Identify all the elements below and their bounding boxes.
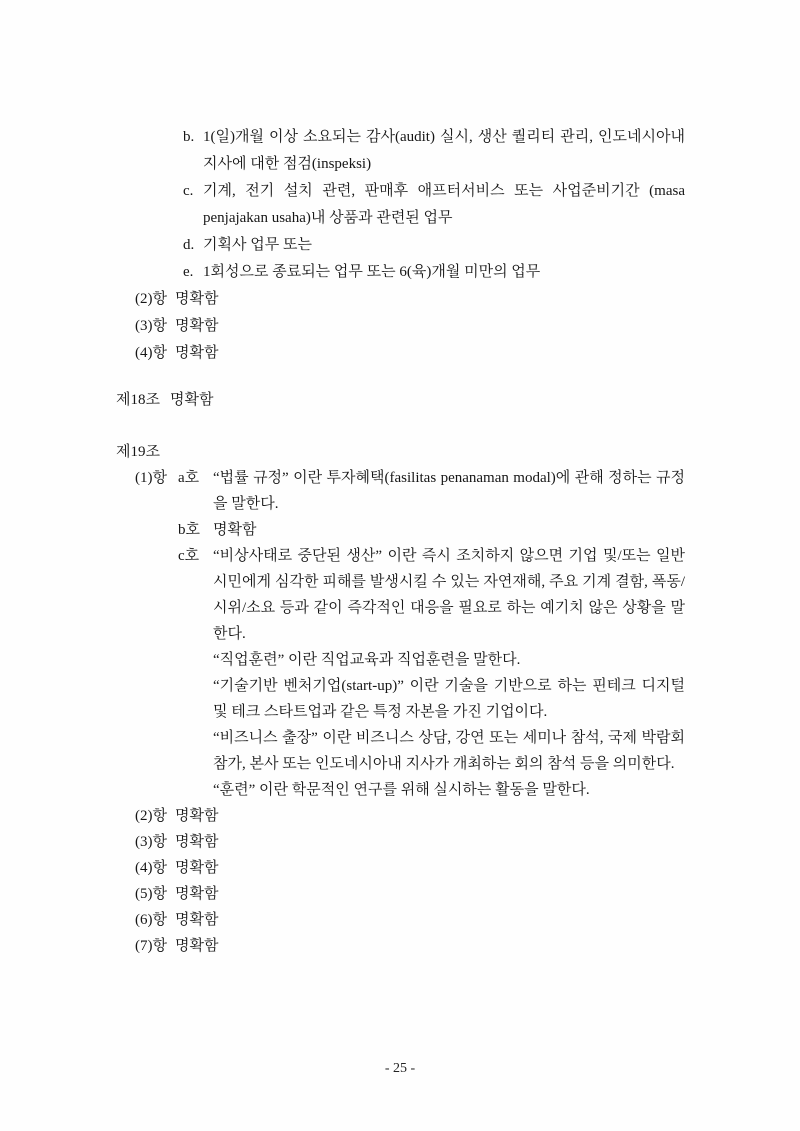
clause-note-7 <box>135 933 800 959</box>
definition-vocational-training: “직업훈련” 이란 직업교육과 직업훈련을 말한다. <box>213 652 521 668</box>
clause-note-text: 명확함 <box>175 345 219 361</box>
clause-note-text: 명확함 <box>175 886 219 902</box>
clause-note-marker: (7)항 <box>135 938 167 954</box>
clause-note-marker: (4)항 <box>135 860 167 876</box>
clause-note-marker: (6)항 <box>135 912 167 928</box>
item-c-marker: c호 <box>178 548 200 564</box>
list-item-b-marker: b. <box>183 129 195 145</box>
clause-note-marker: (2)항 <box>135 808 167 824</box>
item-b-text: 명확함 <box>213 522 257 538</box>
clause-note-4-top <box>135 340 800 367</box>
article-18-heading <box>116 387 800 413</box>
clause-1-marker: (1)항 <box>135 470 167 486</box>
list-item-e-text: 1회성으로 종료되는 업무 또는 6(육)개월 미만의 업무 <box>203 264 541 280</box>
list-item-e-marker: e. <box>183 264 194 280</box>
item-b-marker: b호 <box>178 522 200 538</box>
clause-note-4 <box>135 855 800 881</box>
list-item-c <box>183 178 800 232</box>
item-c-definitions <box>213 543 685 803</box>
article-18-title: 제18조 <box>116 392 160 408</box>
clause-1-item-a <box>135 465 800 517</box>
clause-note-marker: (4)항 <box>135 345 167 361</box>
continuation-block <box>0 124 800 367</box>
article-19-heading <box>116 439 800 465</box>
definition-training: “훈련” 이란 학문적인 연구를 위해 실시하는 활동을 말한다. <box>213 782 590 798</box>
clause-note-5 <box>135 881 800 907</box>
clause-note-text: 명확함 <box>175 318 219 334</box>
clause-note-text: 명확함 <box>175 291 219 307</box>
clause-note-marker: (3)항 <box>135 834 167 850</box>
clause-note-marker: (3)항 <box>135 318 167 334</box>
clause-note-marker: (2)항 <box>135 291 167 307</box>
clause-note-2-top <box>135 286 800 313</box>
clause-note-text: 명확함 <box>175 834 219 850</box>
list-item-c-marker: c. <box>183 183 194 199</box>
article-18-note: 명확함 <box>170 392 214 408</box>
clause-note-text: 명확함 <box>175 860 219 876</box>
clause-note-3-top <box>135 313 800 340</box>
clause-note-text: 명확함 <box>175 912 219 928</box>
list-item-e <box>183 259 800 286</box>
item-a-marker: a호 <box>178 470 200 486</box>
definition-business-trip: “비즈니스 출장” 이란 비즈니스 상담, 강연 또는 세미나 참석, 국제 박람회 참가, 본사 또는 인도네시아내 지사가 개최하는 회의 참석 등을 의미한다. <box>213 730 685 772</box>
clause-1-item-b <box>178 517 800 543</box>
list-item-b-text: 1(일)개월 이상 소요되는 감사(audit) 실시, 생산 퀄리티 관리, 인도네시아내 지사에 대한 점검(inspeksi) <box>203 129 685 172</box>
clause-note-marker: (5)항 <box>135 886 167 902</box>
definition-emergency-production: “비상사태로 중단된 생산” 이란 즉시 조치하지 않으면 기업 및/또는 일반 시민에게 심각한 피해를 발생시킬 수 있는 자연재해, 주요 기계 결함, 폭동/시위/소요 등과 같이 즉각적인 대응을 필요로 하는 예기치 않은 상황을 말한다. <box>213 548 685 642</box>
list-item-d-marker: d. <box>183 237 195 253</box>
clause-note-text: 명확함 <box>175 938 219 954</box>
list-item-d-text: 기획사 업무 또는 <box>203 237 312 253</box>
list-item-c-text: 기계, 전기 설치 관련, 판매후 애프터서비스 또는 사업준비기간 (masa penjajakan usaha)내 상품과 관련된 업무 <box>203 183 685 226</box>
article-19-title: 제19조 <box>116 444 160 460</box>
list-item-b <box>183 124 800 178</box>
clause-note-6 <box>135 907 800 933</box>
clause-note-text: 명확함 <box>175 808 219 824</box>
page-number: - 25 - <box>384 1061 416 1076</box>
clause-1-item-c <box>178 543 800 803</box>
definition-startup: “기술기반 벤처기업(start-up)” 이란 기술을 기반으로 하는 핀테크 디지털 및 테크 스타트업과 같은 특정 자본을 가진 기업이다. <box>213 678 685 720</box>
clause-note-2 <box>135 803 800 829</box>
clause-note-3 <box>135 829 800 855</box>
list-item-d <box>183 232 800 259</box>
item-a-text: “법률 규정” 이란 투자혜택(fasilitas penanaman modal)에 관해 정하는 규정을 말한다. <box>213 470 685 512</box>
